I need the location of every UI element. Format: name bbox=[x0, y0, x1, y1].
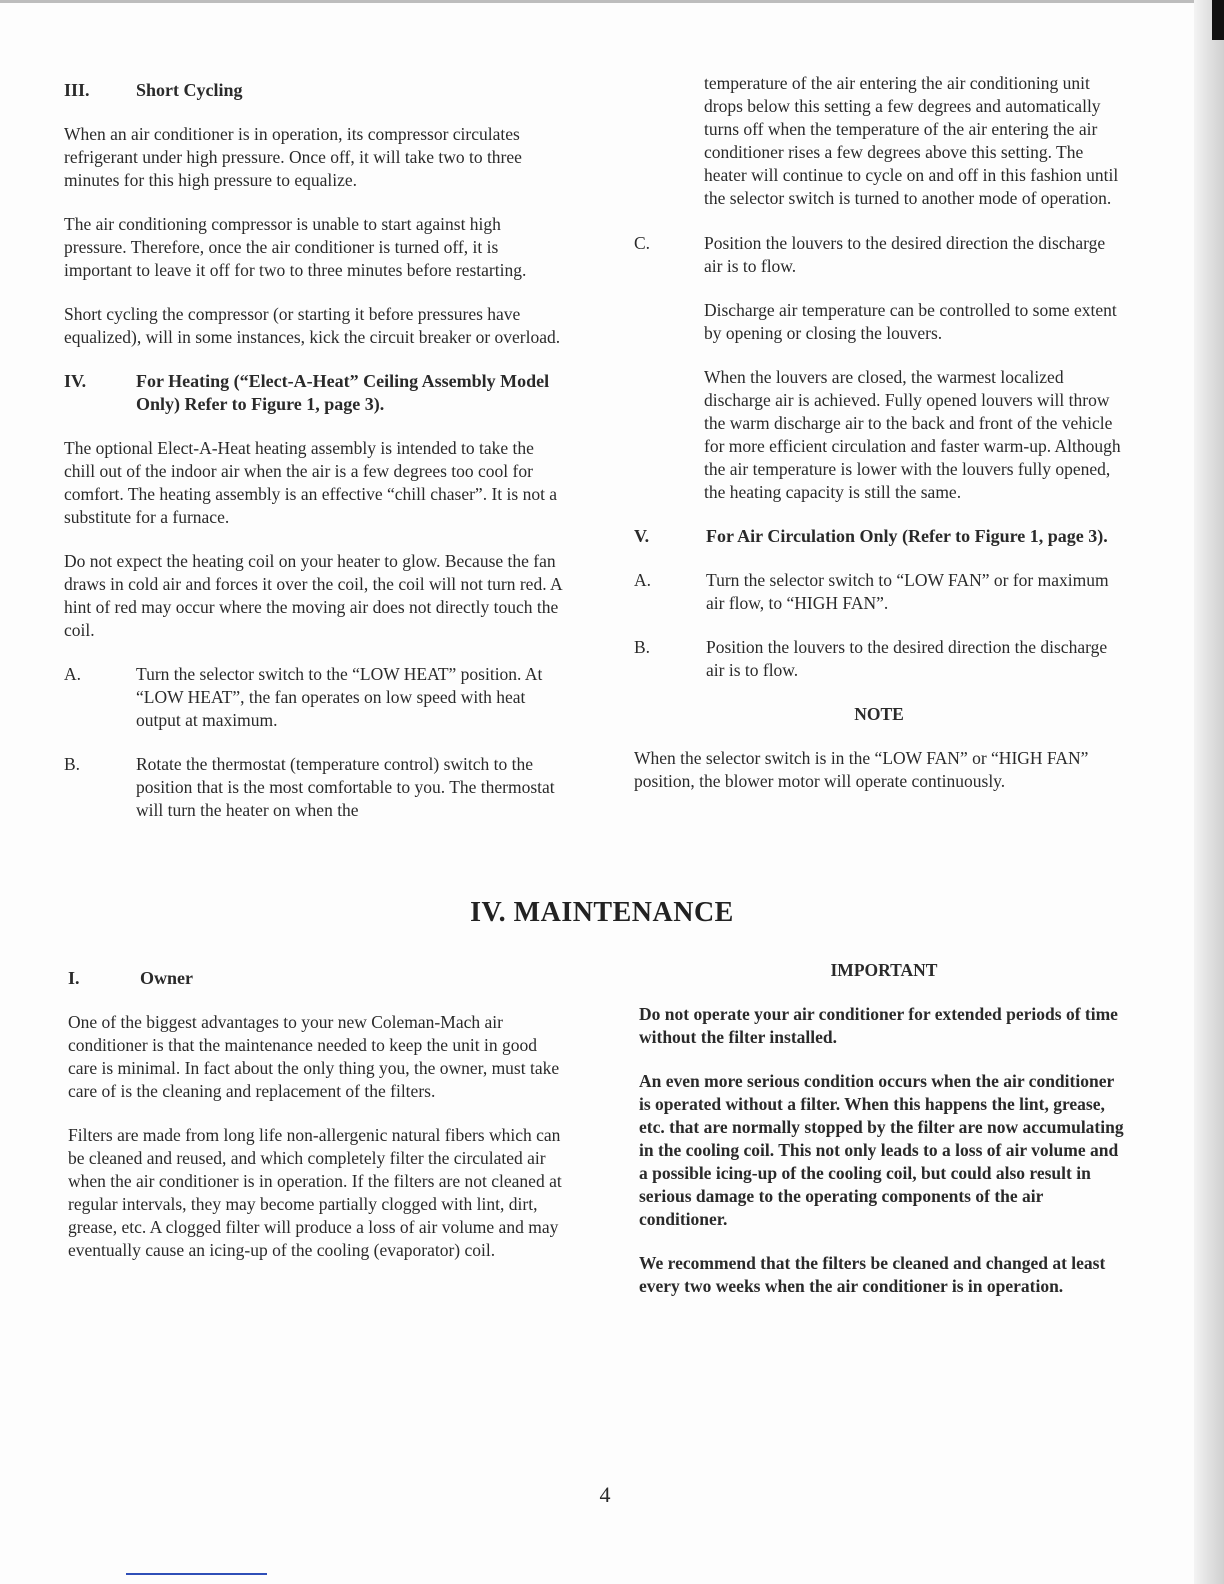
section-title: For Heating (“Elect-A-Heat” Ceiling Assembly Model Only) Refer to Figure 1, page 3). bbox=[136, 371, 550, 414]
step-item bbox=[64, 753, 564, 822]
left-column-top bbox=[64, 79, 564, 822]
step-text: Turn the selector switch to “LOW FAN” or for maximum air flow, to “HIGH FAN”. bbox=[706, 570, 1109, 613]
step-item bbox=[634, 636, 1124, 682]
section-number: V. bbox=[634, 526, 650, 546]
step-letter: C. bbox=[634, 233, 651, 253]
important-paragraph: We recommend that the filters be cleaned and changed at least every two weeks when the air conditioner is in operation. bbox=[639, 1253, 1106, 1296]
page-number: 4 bbox=[599, 1482, 611, 1507]
step-continuation: temperature of the air entering the air conditioning unit drops below this setting a few degrees and automatically turns off when the temperature of the air entering the air conditioner rises a few degrees above this setting. The heater will continue to cycle on and off in this fashion until the selector switch is turned to another mode of operation. bbox=[704, 73, 1119, 208]
step-text: Position the louvers to the desired direction the discharge air is to flow. bbox=[704, 233, 1106, 276]
paragraph: The air conditioning compressor is unable to start against high pressure. Therefore, once the air conditioner is turned off, it is important to leave it off for two to three minutes before restarting. bbox=[64, 214, 527, 280]
right-column-top bbox=[634, 72, 1124, 793]
paragraph: One of the biggest advantages to your new Coleman-Mach air conditioner is that the maintenance needed to keep the unit in good care is minimal. In fact about the only thing you, the owner, must take care of is the cleaning and replacement of the filters. bbox=[68, 1012, 560, 1101]
step-item bbox=[64, 663, 564, 732]
paragraph: Do not expect the heating coil on your heater to glow. Because the fan draws in cold air and forces it over the coil, the coil will not turn red. A hint of red may occur where the moving air does not directly touch the coil. bbox=[64, 551, 562, 640]
subsection-heading-owner bbox=[68, 967, 568, 990]
note-label: NOTE bbox=[854, 704, 904, 724]
footer-rule bbox=[126, 1573, 267, 1575]
step-letter: B. bbox=[64, 754, 81, 774]
section-number: IV. bbox=[64, 371, 87, 391]
step-letter: A. bbox=[634, 570, 652, 590]
important-label: IMPORTANT bbox=[830, 960, 938, 980]
scan-right-edge bbox=[1194, 0, 1224, 1584]
important-paragraph: An even more serious condition occurs when the air conditioner is operated without a filter. When this happens the lint, grease, etc. that are normally stopped by the filter are now accumulating in the cooling coil. This not only leads to a loss of air volume and a possible icing-up of the cooling coil, but could also result in serious damage to the operating components of the air conditioner. bbox=[639, 1071, 1124, 1229]
section-title: For Air Circulation Only (Refer to Figure 1, page 3). bbox=[706, 526, 1108, 546]
step-item bbox=[634, 569, 1124, 615]
maintenance-section-title: IV. MAINTENANCE bbox=[470, 897, 734, 928]
important-box bbox=[639, 959, 1129, 1298]
paragraph: The optional Elect-A-Heat heating assembly is intended to take the chill out of the indoor air when the air is a few degrees too cool for comfort. The heating assembly is an effective “chill chaser”. It is not a substitute for a furnace. bbox=[64, 438, 558, 527]
left-column-bottom bbox=[68, 967, 568, 1262]
section-heading-circulation bbox=[634, 525, 1124, 548]
important-paragraph: Do not operate your air conditioner for extended periods of time without the filter installed. bbox=[639, 1004, 1118, 1047]
step-text: Turn the selector switch to the “LOW HEAT” position. At “LOW HEAT”, the fan operates on low speed with heat output at maximum. bbox=[136, 664, 543, 730]
paragraph: Discharge air temperature can be controlled to some extent by opening or closing the louvers. bbox=[704, 300, 1117, 343]
step-item bbox=[634, 232, 1124, 278]
paragraph: Short cycling the compressor (or starting it before pressures have equalized), will in some instances, kick the circuit breaker or overload. bbox=[64, 304, 561, 347]
paragraph: When the louvers are closed, the warmest localized discharge air is achieved. Fully opened louvers will throw the warm discharge air to the back and front of the vehicle for more efficient circulation and faster warm-up. Although the air temperature is lower with the louvers fully opened, the heating capacity is still the same. bbox=[704, 367, 1121, 502]
scan-top-edge bbox=[0, 0, 1224, 3]
subsection-number: I. bbox=[68, 968, 80, 988]
section-number: III. bbox=[64, 80, 90, 100]
step-letter: A. bbox=[64, 664, 82, 684]
step-letter: B. bbox=[634, 637, 651, 657]
paragraph: When an air conditioner is in operation, its compressor circulates refrigerant under high pressure. Once off, it will take two to three minutes for this high pressure to equalize. bbox=[64, 124, 522, 190]
note-text: When the selector switch is in the “LOW FAN” or “HIGH FAN” position, the blower motor will operate continuously. bbox=[634, 748, 1089, 791]
step-text: Rotate the thermostat (temperature control) switch to the position that is the most comfortable to you. The thermostat will turn the heater on when the bbox=[136, 754, 555, 820]
scan-corner-mark bbox=[1212, 0, 1224, 40]
paragraph: Filters are made from long life non-allergenic natural fibers which can be cleaned and reused, and which completely filter the circulated air when the air conditioner is in operation. If the filters are not cleaned at regular intervals, they may become partially clogged with lint, dirt, grease, etc. A clogged filter will produce a loss of air volume and may eventually cause an icing-up of the cooling (evaporator) coil. bbox=[68, 1125, 562, 1260]
step-text: Position the louvers to the desired direction the discharge air is to flow. bbox=[706, 637, 1108, 680]
section-heading-heating bbox=[64, 370, 564, 416]
subsection-title: Owner bbox=[140, 968, 193, 988]
section-heading-short-cycling bbox=[64, 79, 564, 102]
section-title: Short Cycling bbox=[136, 80, 243, 100]
